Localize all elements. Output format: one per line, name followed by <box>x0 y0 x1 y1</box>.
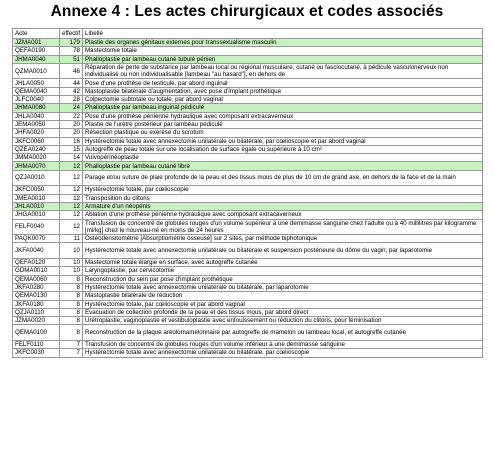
table-row <box>13 202 483 210</box>
act-count: 12 <box>60 219 83 235</box>
act-count: 12 <box>60 162 83 170</box>
acts-table <box>12 28 483 358</box>
header-libelle: Libellé <box>83 29 483 39</box>
act-code: QZJA0110 <box>13 308 60 316</box>
act-code: JKFA0180 <box>13 300 60 308</box>
act-label: Transfusion de concentré de globules rouges d'un volume supérieur à une demimasse sanguine chez l'adulte ou à 40 millilitres par kilogramme [ml/kg] chez le nouveau-né en moins de 24 heures <box>83 219 483 235</box>
act-count: 15 <box>60 145 83 153</box>
act-count: 8 <box>60 275 83 283</box>
act-code: JKFC0050 <box>13 186 60 194</box>
act-code: FELF0040 <box>13 219 60 235</box>
act-label: Laryngoplastie, par cervicotomie <box>83 267 483 275</box>
table-row <box>13 300 483 308</box>
act-code: QEMA0060 <box>13 275 60 283</box>
act-count: 78 <box>60 47 83 55</box>
table-row <box>13 79 483 87</box>
act-count: 20 <box>60 129 83 137</box>
table-row <box>13 87 483 95</box>
act-count: 46 <box>60 63 83 79</box>
table-row <box>13 267 483 275</box>
table-row <box>13 194 483 202</box>
act-label: Mastectomie totale <box>83 47 483 55</box>
act-label: Mastoplastie bilatérale de réduction <box>83 292 483 300</box>
table-row <box>13 275 483 283</box>
act-code: PAQK0070 <box>13 235 60 243</box>
act-code: QEMA0130 <box>13 292 60 300</box>
act-count: 12 <box>60 211 83 219</box>
act-count: 8 <box>60 308 83 316</box>
act-count: 179 <box>60 39 83 47</box>
act-count: 12 <box>60 202 83 210</box>
act-code: JKFA0280 <box>13 283 60 291</box>
table-row <box>13 219 483 235</box>
act-count: 12 <box>60 170 83 186</box>
act-code: QEFA0190 <box>13 47 60 55</box>
act-code: JHLA0010 <box>13 202 60 210</box>
act-code: JLFC0040 <box>13 96 60 104</box>
act-count: 14 <box>60 154 83 162</box>
table-row <box>13 154 483 162</box>
table-row <box>13 96 483 104</box>
table-row <box>13 63 483 79</box>
table-row <box>13 120 483 128</box>
act-code: JKFC0030 <box>13 349 60 357</box>
page-title: Annexe 4 : Les actes chirurgicaux et codes associés <box>50 3 444 20</box>
act-count: 44 <box>60 79 83 87</box>
act-label: Armature d'un néopénis <box>83 202 483 210</box>
act-count: 24 <box>60 104 83 112</box>
act-label: Évacuation de collection profonde de la peau et des tissus mous, par abord direct <box>83 308 483 316</box>
act-code: JHMA0080 <box>13 104 60 112</box>
table-row <box>13 55 483 63</box>
act-code: JHFA0020 <box>13 129 60 137</box>
act-count: 7 <box>60 340 83 348</box>
act-code: QZMA0010 <box>13 63 60 79</box>
table-row <box>13 340 483 348</box>
act-code: QEMA0100 <box>13 325 60 341</box>
act-count: 42 <box>60 87 83 95</box>
act-code: QEFA0120 <box>13 259 60 267</box>
act-code: JHMA0070 <box>13 162 60 170</box>
table-row <box>13 243 483 259</box>
table-row <box>13 317 483 325</box>
act-code: QZJA0010 <box>13 170 60 186</box>
act-count: 7 <box>60 349 83 357</box>
act-label: Reconstruction du sein par pose d'implant prothétique <box>83 275 483 283</box>
act-label: Réparation de perte de substance par lambeau local ou régional musculaire, cutané ou fasciocutané, à pédicule vasculonerveux non individualisé ou non individualisable [lambeau "au hasard"], en dehors de <box>83 63 483 79</box>
act-count: 51 <box>60 55 83 63</box>
table-row <box>13 129 483 137</box>
table-row <box>13 308 483 316</box>
act-label: Autogreffe de peau totale sur une localisation de surface égale ou supérieure à 10 cm² <box>83 145 483 153</box>
act-label: Hystérectomie totale avec annexectomie unilatérale ou bilatérale et suspension postérieure du dôme du vagin, par laparotomie <box>83 243 483 259</box>
act-code: FELF0110 <box>13 340 60 348</box>
table-row <box>13 39 483 47</box>
table-row <box>13 211 483 219</box>
act-label: Hystérectomie totale avec annexectomie unilatérale ou bilatérale, par cœlioscopie et par abord vaginal <box>83 137 483 145</box>
act-count: 22 <box>60 112 83 120</box>
act-code: JKFA0040 <box>13 243 60 259</box>
table-row <box>13 235 483 243</box>
act-code: JMEA0010 <box>13 194 60 202</box>
act-code: QEMA0040 <box>13 87 60 95</box>
act-label: Urétroplastie, vaginoplastie et vestibuloplastie avec enfouissement ou réduction du clitoris, pour féminisation <box>83 317 483 325</box>
act-label: Ablation d'une prothèse pénienne hydraulique avec composant extracaverneux <box>83 211 483 219</box>
table-row <box>13 259 483 267</box>
table-row <box>13 104 483 112</box>
table-row <box>13 325 483 341</box>
act-code: GDMA0010 <box>13 267 60 275</box>
table-row <box>13 283 483 291</box>
table-row <box>13 186 483 194</box>
table-row <box>13 145 483 153</box>
table-row <box>13 137 483 145</box>
act-label: Hystérectomie totale avec annexectomie unilatérale ou bilatérale, par cœlioscopie <box>83 349 483 357</box>
act-label: Résection plastique ou exérèse du scrotum <box>83 129 483 137</box>
act-label: Mastectomie totale élargie en surface, avec autogreffe cutanée <box>83 259 483 267</box>
act-code: QZEA0240 <box>13 145 60 153</box>
act-label: Reconstruction de la plaque aréolomamelonnaire par autogreffe de mamelon ou lambeau local, et autogreffe cutanée <box>83 325 483 341</box>
act-code: JHLA0040 <box>13 112 60 120</box>
act-count: 10 <box>60 259 83 267</box>
act-code: JHLA0050 <box>13 79 60 87</box>
act-code: JZMA001 <box>13 39 60 47</box>
table-row <box>13 47 483 55</box>
table-row <box>13 349 483 357</box>
act-code: JKFC0060 <box>13 137 60 145</box>
table-header <box>13 29 483 39</box>
table-row <box>13 162 483 170</box>
act-count: 8 <box>60 283 83 291</box>
act-label: Mastoplastie bilatérale d'augmentation, avec pose d'implant prothétique <box>83 87 483 95</box>
header-effectif: effectif <box>60 29 83 39</box>
act-count: 12 <box>60 186 83 194</box>
act-label: Plastie des organes génitaux externes pour transsexualisme masculin <box>83 39 483 47</box>
act-count: 11 <box>60 235 83 243</box>
table-row <box>13 170 483 186</box>
act-count: 28 <box>60 96 83 104</box>
act-label: Pose d'une prothèse de testicule, par abord inguinal <box>83 79 483 87</box>
act-count: 10 <box>60 243 83 259</box>
act-code: JHMA0040 <box>13 55 60 63</box>
act-label: Parage et/ou suture de plaie profonde de la peau et des tissus mous de plus de 10 cm de grand axe, en dehors de la face et de la main <box>83 170 483 186</box>
act-count: 8 <box>60 317 83 325</box>
act-label: Phalloplastie par lambeau cutané libre <box>83 162 483 170</box>
table-row <box>13 292 483 300</box>
act-code: JMMA0020 <box>13 154 60 162</box>
table-row <box>13 112 483 120</box>
act-count: 20 <box>60 120 83 128</box>
act-label: Hystérectomie totale, par cœlioscopie et par abord vaginal <box>83 300 483 308</box>
act-label: Phalloplastie par lambeau inguinal pédiculé <box>83 104 483 112</box>
act-label: Ostéodensitométrie [Absorptiométrie osseuse] sur 2 sites, par méthode biphotonique <box>83 235 483 243</box>
act-label: Hystérectomie totale, par cœlioscopie <box>83 186 483 194</box>
act-label: Transfusion de concentré de globules rouges d'un volume inférieur à une demimasse sanguine <box>83 340 483 348</box>
act-count: 12 <box>60 194 83 202</box>
act-count: 8 <box>60 300 83 308</box>
act-label: Transposition du clitoris <box>83 194 483 202</box>
table-body <box>13 39 483 358</box>
act-code: JZMA0020 <box>13 317 60 325</box>
act-label: Colpectomie subtotale ou totale, par abord vaginal <box>83 96 483 104</box>
act-label: Pose d'une prothèse pénienne hydraulique avec composant extracaverneux <box>83 112 483 120</box>
act-label: Plastie de l'urètre postérieur par lambeau pédiculé <box>83 120 483 128</box>
act-label: Hystérectomie totale avec annexectomie unilatérale ou bilatérale, par laparotomie <box>83 283 483 291</box>
act-count: 8 <box>60 292 83 300</box>
act-label: Phalloplastie par lambeau cutané tubulé pénien <box>83 55 483 63</box>
act-count: 16 <box>60 137 83 145</box>
act-label: Vulvopérinéoplastie <box>83 154 483 162</box>
act-code: JHGA0010 <box>13 211 60 219</box>
act-count: 10 <box>60 267 83 275</box>
header-acte: Acte <box>13 29 60 39</box>
act-count: 8 <box>60 325 83 341</box>
act-code: JEMA0050 <box>13 120 60 128</box>
